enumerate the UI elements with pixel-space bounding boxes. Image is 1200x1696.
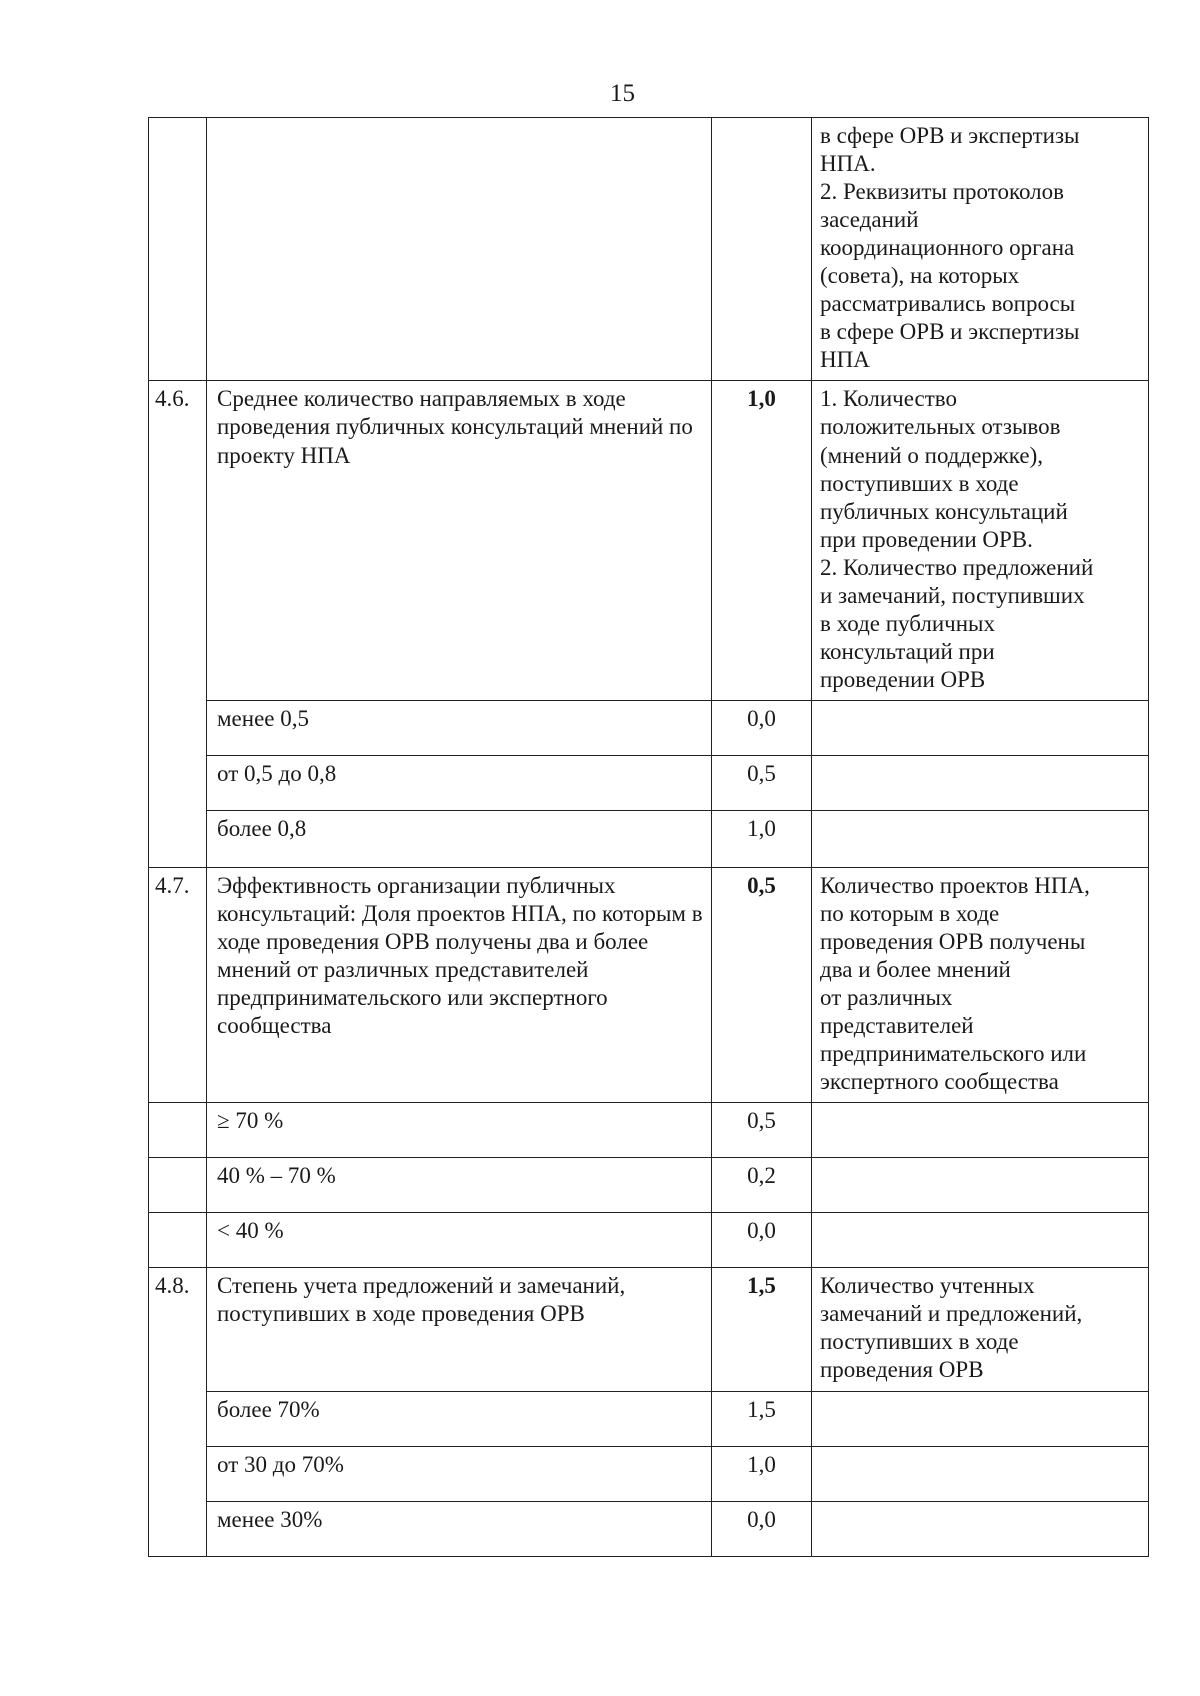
source-line: проведения ОРВ получены bbox=[820, 929, 1086, 955]
criterion-row bbox=[149, 1501, 1149, 1556]
criterion-score: 0,0 bbox=[712, 1501, 812, 1556]
source-cell bbox=[812, 118, 1149, 381]
page-number: 15 bbox=[610, 80, 635, 107]
empty-source-cell bbox=[812, 1446, 1149, 1501]
criterion-label: от 30 до 70% bbox=[207, 1446, 712, 1501]
source-line: 2. Реквизиты протоколов bbox=[820, 179, 1064, 205]
source-line: замечаний и предложений, bbox=[820, 1301, 1083, 1327]
source-line: координационного органа bbox=[820, 235, 1075, 261]
source-line: консультаций при bbox=[820, 638, 995, 664]
source-line: и замечаний, поступивших bbox=[820, 582, 1085, 608]
section-number: 4.6. bbox=[149, 381, 207, 868]
criterion-score: 0,5 bbox=[712, 1103, 812, 1158]
number-cell bbox=[149, 1158, 207, 1213]
table-row-carryover bbox=[149, 118, 1149, 381]
source-line: 2. Количество предложений bbox=[820, 554, 1094, 580]
source-line: рассматривались вопросы bbox=[820, 291, 1076, 317]
source-line: при проведении ОРВ. bbox=[820, 526, 1033, 552]
criterion-score: 1,0 bbox=[712, 810, 812, 867]
criterion-row bbox=[149, 755, 1149, 810]
empty-source-cell bbox=[812, 700, 1149, 755]
criterion-label: более 70% bbox=[207, 1391, 712, 1446]
criterion-score: 0,0 bbox=[712, 1213, 812, 1268]
source-line: публичных консультаций bbox=[820, 498, 1068, 524]
source-line: поступивших в ходе bbox=[820, 470, 1019, 496]
criterion-label: от 0,5 до 0,8 bbox=[207, 755, 712, 810]
indicator-title: Степень учета предложений и замечаний, поступивших в ходе проведения ОРВ bbox=[207, 1268, 712, 1391]
max-score: 0,5 bbox=[712, 867, 812, 1102]
source-line: проведении ОРВ bbox=[820, 666, 986, 692]
source-line: НПА. bbox=[820, 151, 876, 177]
criterion-score: 0,0 bbox=[712, 700, 812, 755]
source-line: (совета), на которых bbox=[820, 263, 1020, 289]
source-line: (мнений о поддержке), bbox=[820, 442, 1044, 468]
criterion-score: 0,5 bbox=[712, 755, 812, 810]
empty-source-cell bbox=[812, 1158, 1149, 1213]
empty-source-cell bbox=[812, 1213, 1149, 1268]
criterion-label: < 40 % bbox=[207, 1213, 712, 1268]
indicator-title: Среднее количество направляемых в ходе проведения публичных консультаций мнений по проекту НПА bbox=[207, 381, 712, 701]
source-line: по которым в ходе bbox=[820, 900, 1000, 926]
criterion-row bbox=[149, 1158, 1149, 1213]
criterion-score: 1,0 bbox=[712, 1446, 812, 1501]
criterion-score: 1,5 bbox=[712, 1391, 812, 1446]
source-line: представителей bbox=[820, 1013, 974, 1039]
criterion-row bbox=[149, 1446, 1149, 1501]
criterion-label: более 0,8 bbox=[207, 810, 712, 867]
criterion-row bbox=[149, 700, 1149, 755]
criterion-label: 40 % – 70 % bbox=[207, 1158, 712, 1213]
criterion-row bbox=[149, 810, 1149, 867]
source-line: поступивших в ходе bbox=[820, 1329, 1019, 1355]
table-row-section-4-8 bbox=[149, 1268, 1149, 1391]
criterion-row bbox=[149, 1213, 1149, 1268]
source-line: Количество проектов НПА, bbox=[820, 872, 1090, 898]
empty-source-cell bbox=[812, 1501, 1149, 1556]
criterion-label: ≥ 70 % bbox=[207, 1103, 712, 1158]
criterion-label: менее 30% bbox=[207, 1501, 712, 1556]
table-row-section-4-7 bbox=[149, 867, 1149, 1102]
empty-source-cell bbox=[812, 1391, 1149, 1446]
table-row-section-4-6 bbox=[149, 381, 1149, 701]
criterion-row bbox=[149, 1103, 1149, 1158]
source-line: проведения ОРВ bbox=[820, 1357, 984, 1383]
empty-source-cell bbox=[812, 1103, 1149, 1158]
empty-source-cell bbox=[812, 810, 1149, 867]
number-cell bbox=[149, 118, 207, 381]
source-line: предпринимательского или bbox=[820, 1041, 1087, 1067]
number-cell bbox=[149, 1213, 207, 1268]
source-line: два и более мнений bbox=[820, 957, 1011, 983]
criterion-score: 0,2 bbox=[712, 1158, 812, 1213]
source-line: от различных bbox=[820, 985, 953, 1011]
source-line: НПА bbox=[820, 347, 870, 373]
source-line: заседаний bbox=[820, 207, 919, 233]
source-line: Количество учтенных bbox=[820, 1273, 1035, 1299]
max-score: 1,5 bbox=[712, 1268, 812, 1391]
source-line: в сфере ОРВ и экспертизы bbox=[820, 319, 1080, 345]
source-line: 1. Количество bbox=[820, 386, 957, 412]
indicator-title: Эффективность организации публичных консультаций: Доля проектов НПА, по которым в ходе проведения ОРВ получены два и более мнений от различных представителей предпринимательского или экспертного сообщества bbox=[207, 867, 712, 1102]
number-cell bbox=[149, 1103, 207, 1158]
source-line: положительных отзывов bbox=[820, 414, 1061, 440]
criterion-row bbox=[149, 1391, 1149, 1446]
source-cell bbox=[812, 867, 1149, 1102]
source-cell bbox=[812, 381, 1149, 701]
source-line: в сфере ОРВ и экспертизы bbox=[820, 123, 1080, 148]
max-score: 1,0 bbox=[712, 381, 812, 701]
criteria-table bbox=[148, 117, 1149, 1557]
score-cell bbox=[712, 118, 812, 381]
source-line: экспертного сообщества bbox=[820, 1069, 1059, 1095]
section-number: 4.7. bbox=[149, 867, 207, 1102]
indicator-cell bbox=[207, 118, 712, 381]
section-number: 4.8. bbox=[149, 1268, 207, 1556]
source-line: в ходе публичных bbox=[820, 610, 995, 636]
empty-source-cell bbox=[812, 755, 1149, 810]
criterion-label: менее 0,5 bbox=[207, 700, 712, 755]
source-cell bbox=[812, 1268, 1149, 1391]
